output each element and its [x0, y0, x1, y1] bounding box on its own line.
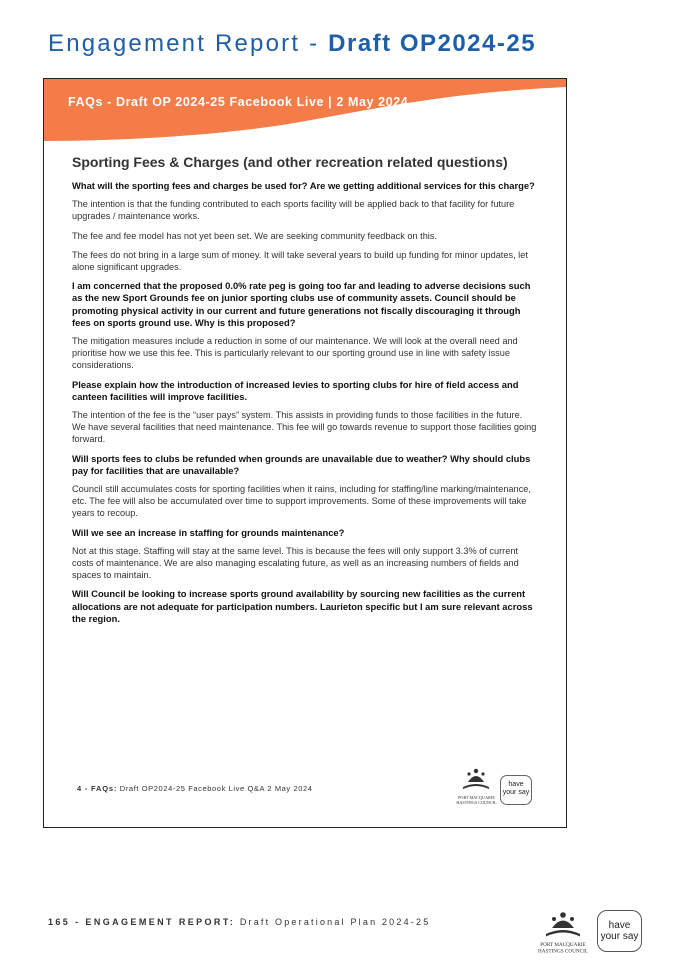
have-your-say-logo: have your say — [597, 910, 642, 952]
document-footer-text: Draft OP2024-25 Facebook Live Q&A 2 May 2024 — [117, 784, 313, 793]
faq-question: Please explain how the introduction of increased levies to sporting clubs for hire of field access and canteen facilities will improve facilities. — [72, 378, 519, 402]
page-title — [48, 30, 536, 58]
svg-text:HASTINGS COUNCIL: HASTINGS COUNCIL — [537, 948, 589, 955]
svg-text:PORT MACQUARIE: PORT MACQUARIE — [540, 942, 586, 948]
page-footer-doc-name: Draft Operational Plan 2024-25 — [235, 917, 431, 927]
council-logo-icon — [530, 905, 596, 957]
section-heading: Sporting Fees & Charges (and other recreation related questions) — [72, 154, 508, 170]
faq-question: What will the sporting fees and charges be used for? Are we getting additional services for this charge? — [72, 180, 535, 191]
faq-question: Will Council be looking to increase sports ground availability by sourcing new facilities as the current allocations are not adequate for participation numbers. Laurieton specific but I am sure relevant across the region. — [72, 588, 533, 624]
faq-answer: The mitigation measures include a reduction in some of our maintenance. We will look at the overall need and prioritise how we use this fee. This is particularly relevant to our sporting ground use in line with safety issue considerations. — [72, 336, 518, 371]
embedded-document — [43, 78, 567, 828]
svg-text:HASTINGS COUNCIL: HASTINGS COUNCIL — [456, 800, 497, 805]
faq-question: Will we see an increase in staffing for grounds maintenance? — [72, 526, 345, 538]
document-footer — [77, 784, 313, 793]
faq-content — [72, 153, 538, 631]
faq-answer: The intention of the fee is the “user pays” system. This assists in providing funds to those facilities in the future. We have several facilities that need maintenance. This fee will go towards revenue to support those facilities going forward. — [72, 410, 537, 445]
banner-title: FAQs - Draft OP 2024-25 Facebook Live | 2 May 2024 — [68, 95, 409, 109]
faq-question: I am concerned that the proposed 0.0% rate peg is going too far and leading to adverse decisions such as the new Sport Grounds fee on junior sporting clubs use of community assets. Council should be promoting physical activity in our current and future generations not fiscally discouraging it through fees on sports ground use. Why is this proposed? — [72, 280, 531, 328]
svg-text:PORT MACQUARIE: PORT MACQUARIE — [458, 795, 495, 800]
council-logo-icon — [449, 762, 504, 812]
faq-answer: Not at this stage. Staffing will stay at the same level. This is because the fees will only support 3.3% of current costs of maintenance. We are also managing escalating future, as well as an increasing numbers of fields and spaces to maintain. — [72, 545, 519, 581]
document-footer-page: 4 - FAQs: — [77, 784, 118, 793]
page-title-prefix: Engagement Report - — [48, 30, 329, 57]
faq-answer: The fee and fee model has not yet been set. We are seeking community feedback on this. — [72, 230, 437, 241]
page-footer — [48, 917, 430, 927]
page-footer-label: 165 - ENGAGEMENT REPORT: — [48, 917, 236, 927]
orange-banner — [44, 79, 566, 141]
faq-answer: The fees do not bring in a large sum of money. It will take several years to build up funding for minor updates, let alone significant upgrades. — [72, 249, 528, 273]
faq-answer: The intention is that the funding contributed to each sports facility will be applied back to that facility for future upgrades / maintenance works. — [72, 199, 515, 222]
have-your-say-logo: have your say — [500, 775, 532, 805]
faq-question: Will sports fees to clubs be refunded when grounds are unavailable due to weather? Why should clubs pay for facilities that are unavailable? — [72, 452, 531, 476]
faq-answer: Council still accumulates costs for sporting facilities when it rains, including for staffing/line marking/maintenance, etc. The fee will also be accumulated over time to support improvements. Some of these improvements will take years to recoup. — [72, 484, 531, 519]
page-title-bold: Draft OP2024-25 — [328, 30, 537, 57]
